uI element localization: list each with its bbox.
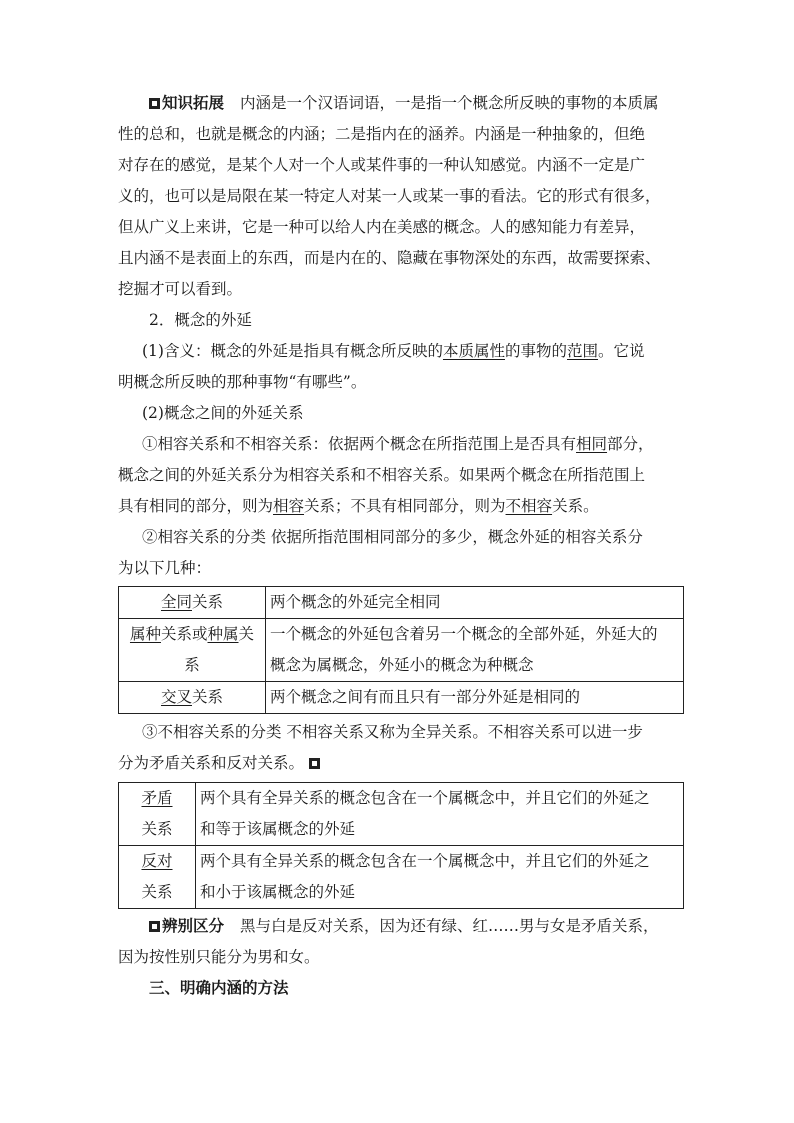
relation-name-cell: 交叉关系: [119, 682, 266, 714]
relation-name-cell: 属种关系或种属关 系: [119, 619, 266, 682]
section3-heading: 三、明确内涵的方法: [149, 979, 289, 997]
underline-scope: 范围: [567, 342, 599, 360]
distinguish-tag: 辨别区分: [162, 917, 225, 935]
distinguish-line-2: 因为按性别只能分为男和女。: [118, 948, 320, 966]
relation-name-cell: 矛盾 关系: [119, 783, 196, 846]
expand-text: 内涵是一个汉语词语，一是指一个概念所反映的事物的本质属: [240, 94, 659, 112]
classify-line-2: 为以下几种：: [118, 559, 212, 577]
classify-line-1: ②相容关系的分类 依据所指范围相同部分的多少，概念外延的相容关系分: [142, 528, 643, 546]
compat-line-2: 概念之间的外延关系分为相容关系和不相容关系。如果两个概念在所指范围上: [118, 466, 646, 484]
relation-desc-cell: 两个具有全异关系的概念包含在一个属概念中，并且它们的外延之 和小于该属概念的外延: [196, 846, 684, 909]
incompat-line-1: ③不相容关系的分类 不相容关系又称为全异关系。不相容关系可以进一步: [142, 723, 643, 741]
underline-essence: 本质属性: [442, 342, 505, 360]
relation-name-cell: 全同关系: [119, 587, 266, 619]
relation-desc-cell: 两个概念的外延完全相同: [266, 587, 684, 619]
note-square-icon: [149, 921, 160, 932]
incompatible-relations-table: [118, 782, 684, 909]
compat-line-3: 具有相同的部分，则为相容关系；不具有相同部分，则为不相容关系。: [118, 497, 599, 515]
expand-line-7: 挖掘才可以看到。: [118, 280, 243, 298]
relation-name-cell: 反对 关系: [119, 846, 196, 909]
underline-compatible: 相容: [273, 497, 305, 515]
subheading-relations: (2)概念之间的外延关系: [142, 404, 304, 422]
note-square-icon: [309, 758, 320, 769]
relation-desc-cell: 一个概念的外延包含着另一个概念的全部外延，外延大的 概念为属概念，外延小的概念为种概念: [266, 619, 684, 682]
compatible-relations-table: [118, 586, 684, 714]
expand-line-4: 义的，也可以是局限在某一特定人对某一人或某一事的看法。它的形式有很多，: [118, 187, 661, 205]
expand-line-1: [118, 88, 684, 119]
expand-tag: 知识拓展: [162, 94, 225, 112]
incompat-line-2: 分为矛盾关系和反对关系。: [118, 748, 684, 779]
table-row: [119, 682, 684, 714]
relation-desc-cell: 两个具有全异关系的概念包含在一个属概念中，并且它们的外延之 和等于该属概念的外延: [196, 783, 684, 846]
expand-line-5: 但从广义上来讲，它是一种可以给人内在美感的概念。人的感知能力有差异，: [118, 218, 646, 236]
expand-line-6: 且内涵不是表面上的东西，而是内在的、隐藏在事物深处的东西，故需要探索、: [118, 249, 661, 267]
distinguish-line-1: 辨别区分 黑与白是反对关系，因为还有绿、红……男与女是矛盾关系，: [118, 911, 684, 942]
compat-line-1: ①相容关系和不相容关系：依据两个概念在所指范围上是否具有相同部分，: [142, 435, 654, 453]
underline-same: 相同: [576, 435, 608, 453]
table-row: [119, 619, 684, 682]
definition-line-1: (1)含义：概念的外延是指具有概念所反映的本质属性的事物的范围。它说: [142, 342, 645, 360]
expand-line-2: 性的总和，也就是概念的内涵；二是指内在的涵养。内涵是一种抽象的，但绝: [118, 125, 646, 143]
table-row: [119, 783, 684, 846]
section2-heading: 2．概念的外延: [149, 311, 252, 329]
definition-line-2: 明概念所反映的那种事物“有哪些”。: [118, 373, 367, 391]
note-square-icon: [149, 98, 160, 109]
relation-desc-cell: 两个概念之间有而且只有一部分外延是相同的: [266, 682, 684, 714]
underline-incompatible: 不相容: [505, 497, 553, 515]
expand-line-3: 对存在的感觉，是某个人对一个人或某件事的一种认知感觉。内涵不一定是广: [118, 156, 646, 174]
table-row: [119, 587, 684, 619]
table-row: [119, 846, 684, 909]
document-page: [118, 88, 684, 1004]
